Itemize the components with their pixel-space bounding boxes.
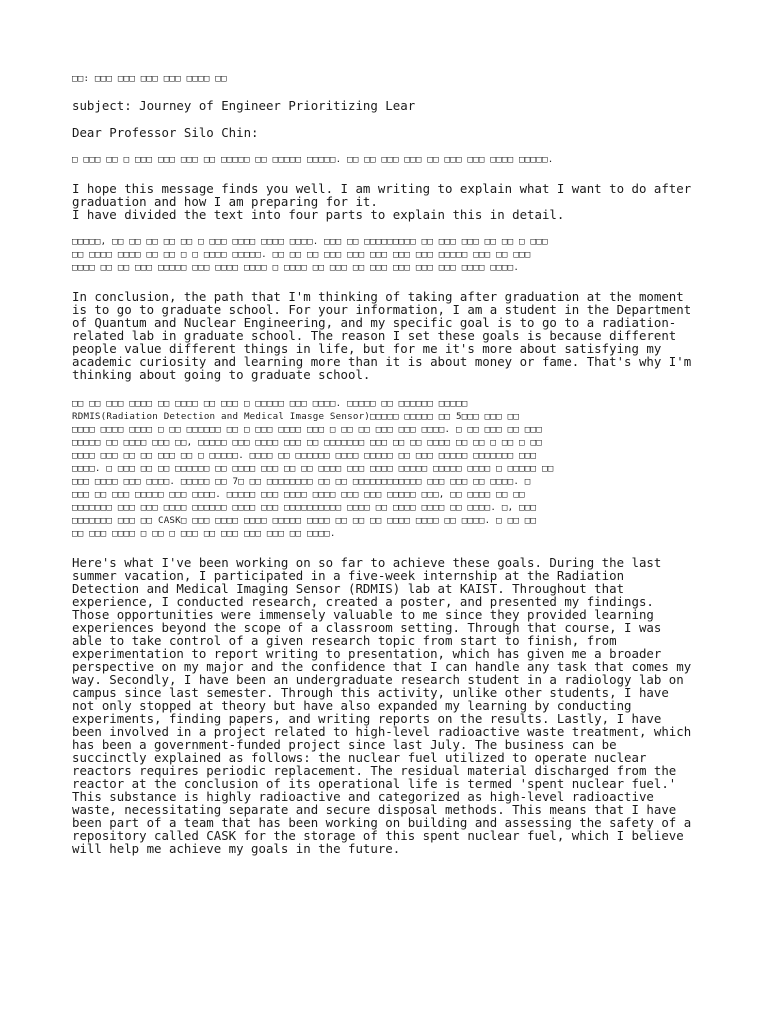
korean-line: □□ □□ □□□ □□□□ □□ □□□□ □□ □□□ □ □□□□□ □□□ □□□□. □□□□□ □□ □□□□□□ □□□□□: [72, 398, 468, 409]
korean-line: □□□□□, □□ □□ □□ □□ □□ □ □□□ □□□□ □□□□ □□□□. □□□ □□ □□□□□□□□□ □□ □□□ □□□ □□ □□ □ □□□: [72, 236, 548, 247]
conclusion-line: is to go to graduate school. For your information, I am a student in the Department: [72, 302, 692, 317]
subject-text: subject: Journey of Engineer Prioritizing Lear: [72, 98, 416, 113]
korean-line: □□□□. □ □□□ □□ □□ □□□□□□ □□ □□□□ □□□ □□ □□ □□□□ □□□ □□□□ □□□□□ □□□□□ □□□□ □ □□□□□ □□: [72, 463, 554, 474]
work-line: experiences beyond the scope of a classroom setting. Through that course, I was: [72, 620, 662, 635]
conclusion-line: related lab in graduate school. The reason I set these goals is because different: [72, 328, 677, 343]
work-line: summer vacation, I participated in a five-week internship at the Radiation: [72, 568, 625, 583]
korean-line: □□ □□□□ □□□□ □□ □□ □ □ □□□□ □□□□□. □□ □□ □□ □□□ □□□ □□□ □□□ □□□ □□□□□ □□□ □□ □□□: [72, 249, 531, 260]
korean-line: □□□□ □□□ □□ □□ □□□ □□ □ □□□□□. □□□□ □□ □□□□□□ □□□□ □□□□□ □□ □□□ □□□□□ □□□□□□□ □□□: [72, 450, 537, 461]
work-line: succinctly explained as follows: the nuclear fuel utilized to operate nuclear: [72, 750, 647, 765]
intro-line: I hope this message finds you well. I am writing to explain what I want to do after: [72, 181, 692, 196]
work-line: This substance is highly radioactive and categorized as high-level radioactive: [72, 789, 654, 804]
work-paragraph: [72, 556, 712, 855]
work-line: experiments, finding papers, and writing reports on the results. Lastly, I have: [72, 711, 662, 726]
work-line: has been a government-funded project since last July. The business can be: [72, 737, 617, 752]
work-line: experimentation to report writing to presentation, which has given me a broader: [72, 646, 662, 661]
work-line: way. Secondly, I have been an undergraduate research student in a radiology lab on: [72, 672, 684, 687]
korean-line: □□ □□□ □□□□ □ □□ □ □□□ □□ □□□ □□□ □□□ □□ □□□□.: [72, 528, 336, 539]
work-line: been involved in a project related to high-level radioactive waste treatment, which: [72, 724, 692, 739]
work-line: campus since last semester. Through this activity, unlike other students, I have: [72, 685, 669, 700]
korean-line: □□□ □□ □□□ □□□□□ □□□ □□□□. □□□□□ □□□ □□□□ □□□□ □□□ □□□ □□□□□ □□□, □□ □□□□ □□ □□: [72, 489, 525, 500]
korean-header-line: □□: □□□ □□□ □□□ □□□ □□□□ □□: [72, 73, 227, 84]
letter-body: [72, 72, 712, 855]
korean-line: □□□□□□□ □□□ □□□ □□□□ □□□□□□ □□□□ □□□ □□□□□□□□□□ □□□□ □□ □□□□ □□□□ □□ □□□□. □, □□□: [72, 502, 537, 513]
intro-line: graduation and how I am preparing for it.: [72, 194, 378, 209]
work-line: repository called CASK for the storage of this spent nuclear fuel, which I believe: [72, 828, 684, 843]
intro-paragraph: [72, 182, 712, 221]
conclusion-line: academic curiosity and learning more than it is about money or fame. That's why I'm: [72, 354, 692, 369]
korean-line: □□□□ □□□□ □□□□ □ □□ □□□□□□ □□ □ □□□ □□□□ □□□ □ □□ □□ □□□ □□□ □□□□. □ □□ □□□ □□ □□□: [72, 424, 542, 435]
work-line: will help me achieve my goals in the future.: [72, 841, 401, 856]
korean-line: □ □□□ □□ □ □□□ □□□ □□□ □□ □□□□□ □□ □□□□□ □□□□□. □□ □□ □□□ □□□ □□ □□□ □□□ □□□□ □□□□□.: [72, 154, 554, 165]
salutation: [72, 126, 712, 139]
korean-paragraph-3: [72, 397, 712, 540]
korean-line: □□□□□□□ □□□ □□ CASK□ □□□ □□□□ □□□□ □□□□□ □□□□ □□ □□ □□ □□□□ □□□□ □□ □□□□. □ □□ □□: [72, 515, 537, 526]
work-line: perspective on my major and the confidence that I can handle any task that comes my: [72, 659, 692, 674]
conclusion-line: In conclusion, the path that I'm thinking of taking after graduation at the moment: [72, 289, 684, 304]
korean-line: □□□ □□□□ □□□ □□□□. □□□□□ □□ 7□ □□ □□□□□□□□ □□ □□ □□□□□□□□□□□□ □□□ □□□ □□ □□□□. □: [72, 476, 531, 487]
salutation-text: Dear Professor Silo Chin:: [72, 125, 259, 140]
work-line: Detection and Medical Imaging Sensor (RDMIS) lab at KAIST. Throughout that: [72, 581, 625, 596]
work-line: Here's what I've been working on so far to achieve these goals. During the last: [72, 555, 662, 570]
work-line: able to take control of a given research topic from start to finish, from: [72, 633, 617, 648]
work-line: Those opportunities were immensely valuable to me since they provided learning: [72, 607, 654, 622]
subject-line: [72, 99, 712, 112]
korean-line: □□□□ □□ □□ □□□ □□□□□ □□□ □□□□ □□□□ □ □□□□ □□ □□□ □□ □□□ □□□ □□□ □□□ □□□□ □□□□.: [72, 262, 520, 273]
korean-paragraph-1: [72, 153, 712, 166]
korean-header: [72, 72, 712, 85]
korean-line: RDMIS(Radiation Detection and Medical Imasge Sensor)□□□□□ □□□□□ □□ 5□□□ □□□ □□: [72, 411, 520, 422]
work-line: waste, necessitating separate and secure disposal methods. This means that I have: [72, 802, 677, 817]
work-line: not only stopped at theory but have also expanded my learning by conducting: [72, 698, 632, 713]
conclusion-line: thinking about going to graduate school.: [72, 367, 371, 382]
conclusion-line: of Quantum and Nuclear Engineering, and my specific goal is to go to a radiation-: [72, 315, 677, 330]
work-line: been part of a team that has been working on building and assessing the safety of a: [72, 815, 692, 830]
work-line: reactors requires periodic replacement. The residual material discharged from the: [72, 763, 677, 778]
korean-paragraph-2: [72, 235, 712, 274]
korean-line: □□□□□ □□ □□□□ □□□ □□, □□□□□ □□□ □□□□ □□□ □□ □□□□□□□ □□□ □□ □□ □□□□ □□ □□ □ □□ □ □□: [72, 437, 542, 448]
work-line: experience, I conducted research, created a poster, and presented my findings.: [72, 594, 654, 609]
work-line: reactor at the conclusion of its operational life is termed 'spent nuclear fuel.': [72, 776, 677, 791]
intro-line: I have divided the text into four parts to explain this in detail.: [72, 207, 565, 222]
conclusion-paragraph: [72, 290, 712, 381]
conclusion-line: people value different things in life, but for me it's more about satisfying my: [72, 341, 662, 356]
